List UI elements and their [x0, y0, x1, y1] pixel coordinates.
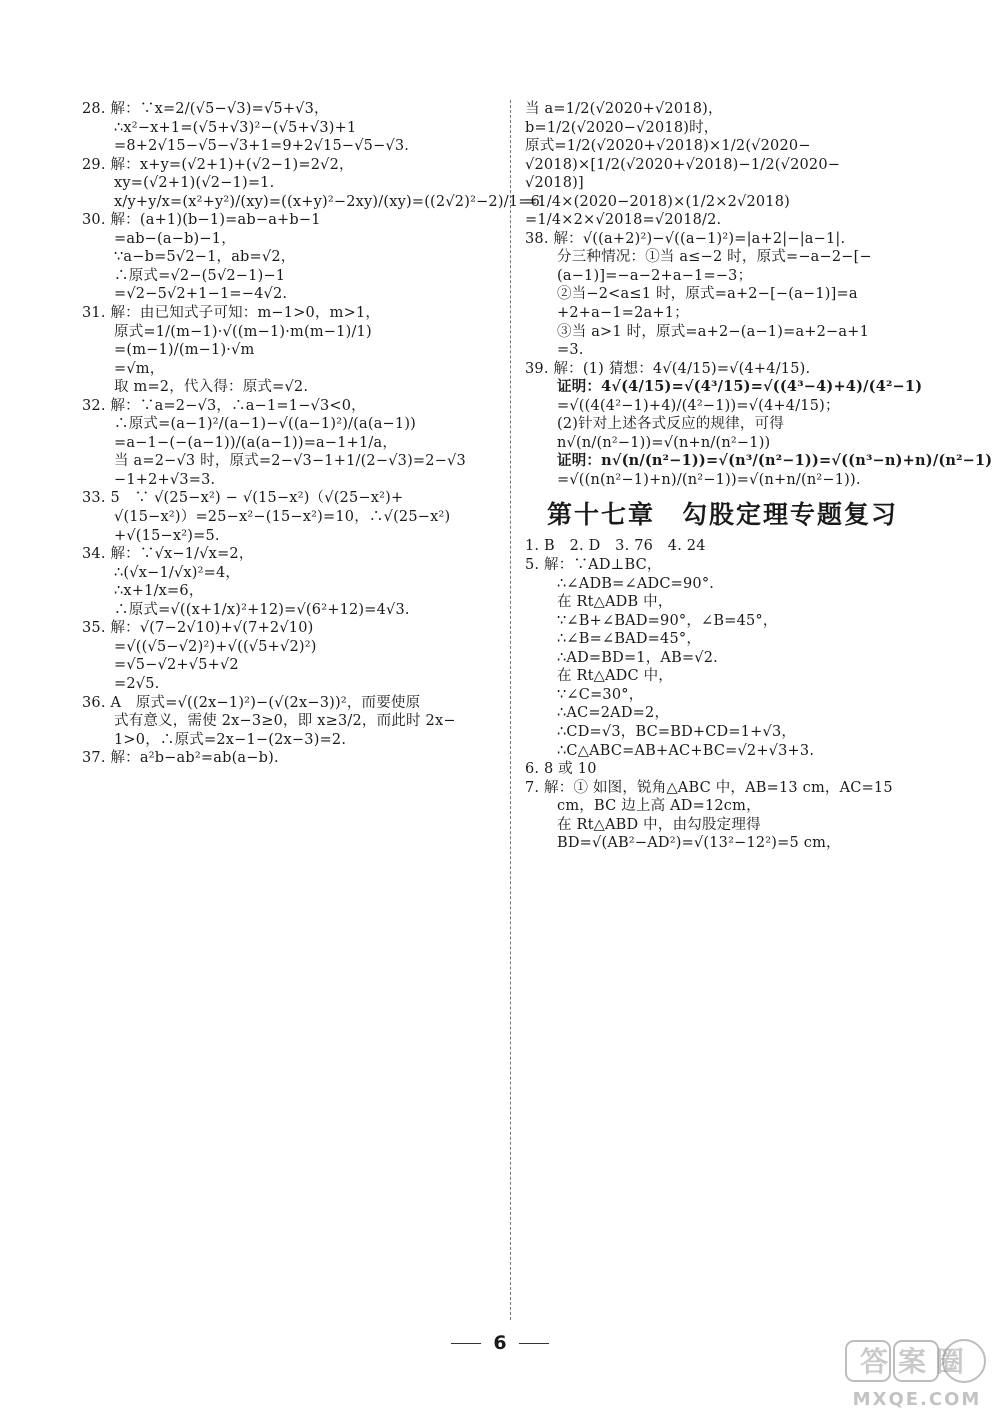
text-line: =√((√5−√2)²)+√((√5+√2)²): [114, 638, 317, 655]
page-number-dash-right: [519, 1343, 549, 1344]
text-line: +2+a−1=2a+1；: [557, 305, 689, 322]
watermark-logo: [842, 1337, 992, 1413]
text-line: =√2−5√2+1−1=−4√2.: [114, 286, 288, 303]
text-line: ②当−2<a≤1 时，原式=a+2−[−(a−1)]=a: [557, 286, 858, 303]
text-line: =√m，: [114, 360, 165, 377]
text-line: ∴C△ABC=AB+AC+BC=√2+√3+3.: [557, 742, 815, 759]
text-line: n√(n/(n²−1))=√(n+n/(n²−1)): [557, 434, 771, 451]
column-divider: [510, 100, 511, 1320]
text-line: ∴AD=BD=1，AB=√2.: [557, 649, 718, 666]
text-line: ∴CD=√3，BC=BD+CD=1+√3，: [557, 723, 797, 740]
text-line: 当 a=2−√3 时，原式=2−√3−1+1/(2−√3)=2−√3: [114, 453, 466, 470]
text-line: ∵∠B+∠BAD=90°，∠B=45°，: [557, 612, 778, 629]
text-line: =8+2√15−√5−√3+1=9+2√15−√5−√3.: [114, 138, 410, 155]
watermark-text: 答案圈: [859, 1345, 975, 1378]
text-line: √2018)]: [525, 175, 584, 192]
text-line: (2)针对上述各式反应的规律，可得: [557, 416, 784, 433]
text-line: b=1/2(√2020−√2018)时，: [525, 119, 719, 136]
text-line: =(m−1)/(m−1)·√m: [114, 342, 255, 359]
text-line: 分三种情况：①当 a≤−2 时，原式=−a−2−[−: [557, 249, 872, 266]
text-line: ③当 a>1 时，原式=a+2−(a−1)=a+2−a+1: [557, 323, 870, 340]
text-line: 33. 5 ∵ √(25−x²) − √(15−x²)（√(25−x²)+: [82, 490, 404, 507]
page-number-dash-left: [451, 1343, 481, 1344]
text-line: 36. A 原式=√((2x−1)²)−(√(2x−3))²，而要使原: [82, 694, 421, 711]
text-line: =√5−√2+√5+√2: [114, 657, 239, 674]
text-line: 在 Rt△ADC 中，: [557, 668, 674, 685]
text-line: 32. 解：∵a=2−√3，∴a−1=1−√3<0，: [82, 397, 366, 414]
text-line: ∴原式=√((x+1/x)²+12)=√(6²+12)=4√3.: [114, 601, 410, 618]
text-line: 6. 8 或 10: [525, 761, 597, 778]
text-line: 38. 解：√((a+2)²)−√((a−1)²)=|a+2|−|a−1|.: [525, 230, 846, 247]
text-line: ∴x+1/x=6，: [114, 583, 204, 600]
text-line: ∴∠B=∠BAD=45°，: [557, 631, 702, 648]
text-line: −1+2+√3=3.: [114, 471, 216, 488]
text-line: ∵a−b=5√2−1，ab=√2，: [114, 249, 296, 266]
text-line: =√((n(n²−1)+n)/(n²−1))=√(n+n/(n²−1)).: [557, 471, 861, 488]
text-line: 1. B 2. D 3. 76 4. 24: [525, 538, 706, 555]
text-line: ∴原式=(a−1)²/(a−1)−√((a−1)²)/(a(a−1)): [114, 416, 417, 433]
left-column: [82, 100, 545, 768]
text-line: 取 m=2，代入得：原式=√2.: [114, 379, 309, 396]
text-line: ∴(√x−1/√x)²=4，: [114, 564, 241, 581]
text-line: 5. 解：∵AD⊥BC，: [525, 557, 662, 574]
text-line: 式有意义，需使 2x−3≥0，即 x≥3/2，而此时 2x−: [114, 713, 456, 730]
text-line: 当 a=1/2(√2020+√2018)，: [525, 101, 723, 117]
text-line: x/y+y/x=(x²+y²)/(xy)=((x+y)²−2xy)/(xy)=((2√2)²−2)/1=6.: [114, 193, 545, 210]
text-line: 28. 解：∵x=2/(√5−√3)=√5+√3，: [82, 101, 329, 117]
text-line: 在 Rt△ABD 中，由勾股定理得: [557, 816, 761, 833]
text-line: 1>0，∴原式=2x−1−(2x−3)=2.: [114, 731, 347, 748]
text-line: 原式=1/2(√2020+√2018)×1/2(√2020−: [525, 138, 811, 155]
text-line: =1/4×(2020−2018)×(1/2×2√2018): [525, 193, 791, 210]
text-line: 在 Rt△ADB 中，: [557, 594, 673, 611]
text-line: =√((4(4²−1)+4)/(4²−1))=√(4+4/15)；: [557, 397, 840, 414]
text-line: √2018)×[1/2(√2020+√2018)−1/2(√2020−: [525, 156, 841, 173]
text-line: ∴∠ADB=∠ADC=90°.: [557, 575, 715, 592]
text-line: ∴AC=2AD=2，: [557, 705, 670, 722]
text-line: 证明：n√(n/(n²−1))=√(n³/(n²−1))=√((n³−n)+n)/(n²−1): [557, 452, 993, 470]
text-line: xy=(√2+1)(√2−1)=1.: [114, 175, 275, 192]
text-line: √(15−x²)）=25−x²−(15−x²)=10，∴√(25−x²): [114, 509, 451, 526]
text-line: =ab−(a−b)−1，: [114, 230, 236, 247]
text-line: ∵∠C=30°，: [557, 686, 644, 703]
text-line: ∴原式=√2−(5√2−1)−1: [114, 267, 286, 284]
chapter-title: 第十七章 勾股定理专题复习: [547, 500, 899, 530]
text-line: 35. 解：√(7−2√10)+√(7+2√10): [82, 620, 314, 637]
text-line: 31. 解：由已知式子可知：m−1>0，m>1，: [82, 305, 381, 322]
text-line: 7. 解：① 如图，锐角△ABC 中，AB=13 cm，AC=15: [525, 779, 893, 796]
page-number-value: 6: [493, 1332, 507, 1354]
text-line: =1/4×2×√2018=√2018/2.: [525, 212, 722, 229]
right-column: [525, 100, 993, 853]
text-line: 原式=1/(m−1)·√((m−1)·m(m−1)/1): [114, 323, 372, 340]
text-line: =a−1−(−(a−1))/(a(a−1))=a−1+1/a，: [114, 434, 398, 451]
text-line: 30. 解：(a+1)(b−1)=ab−a+b−1: [82, 212, 321, 229]
watermark-url: MXQE.COM: [852, 1389, 982, 1410]
text-line: ∴x²−x+1=(√5+√3)²−(√5+√3)+1: [114, 119, 357, 136]
text-line: (a−1)]=−a−2+a−1=−3；: [557, 267, 753, 284]
text-line: 29. 解：x+y=(√2+1)+(√2−1)=2√2，: [82, 156, 354, 173]
text-line: 37. 解：a²b−ab²=ab(a−b).: [82, 750, 279, 767]
text-line: +√(15−x²)=5.: [114, 527, 220, 544]
text-line: =3.: [557, 342, 584, 359]
text-line: BD=√(AB²−AD²)=√(13²−12²)=5 cm，: [557, 835, 841, 852]
text-line: 证明：4√(4/15)=√(4³/15)=√((4³−4)+4)/(4²−1): [557, 378, 923, 396]
text-line: 34. 解：∵√x−1/√x=2，: [82, 546, 254, 563]
text-line: =2√5.: [114, 675, 160, 692]
text-line: 39. 解：(1) 猜想：4√(4/15)=√(4+4/15).: [525, 360, 811, 377]
text-line: cm，BC 边上高 AD=12cm，: [557, 798, 761, 815]
